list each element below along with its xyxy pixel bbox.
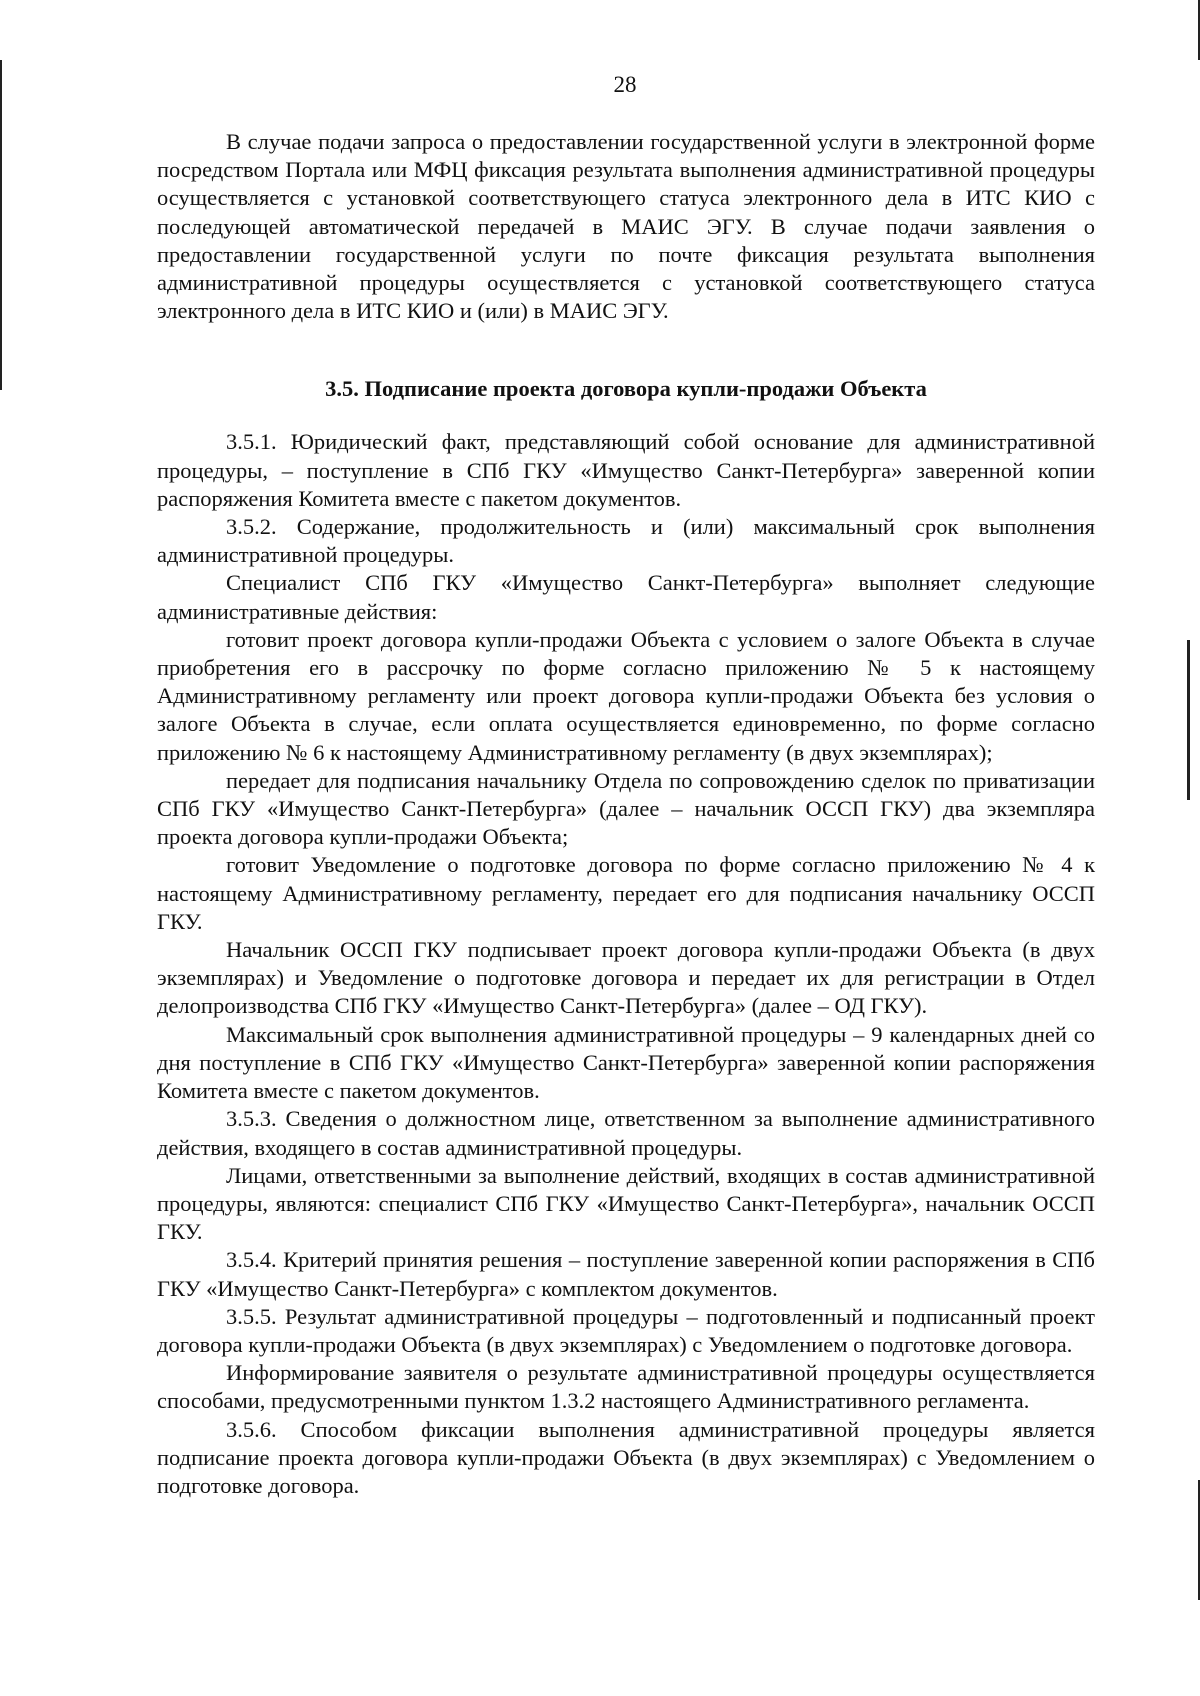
paragraph-intro: В случае подачи запроса о предоставлении государственной услуги в электронной форме посредством Портала или МФЦ фиксация результата выполнения административной процедуры осуществляется с установкой соответствующего статуса электронного дела в ИТС КИО с последующей автоматической передачей в МАИС ЭГУ. В случае подачи заявления о предоставлении государственной услуги по почте фиксация результата выполнения административной процедуры осуществляется с установкой соответствующего статуса электронного дела в ИТС КИО и (или) в МАИС ЭГУ. [157, 129, 1095, 324]
paragraph-transfers-for-signing: передает для подписания начальнику Отдела по сопровождению сделок по приватизации СПб ГКУ «Имущество Санкт-Петербурга» (далее – начальник ОССП ГКУ) два экземпляра проекта договора купли-продажи Объекта; [157, 767, 1095, 850]
paragraph-3-5-1: 3.5.1. Юридический факт, представляющий собой основание для административной процедуры, – поступление в СПб ГКУ «Имущество Санкт-Петербурга» заверенной копии распоряжения Комитета вместе с пакетом документов. [157, 429, 1095, 511]
paragraph-max-term: Максимальный срок выполнения административной процедуры – 9 календарных дней со дня поступление в СПб ГКУ «Имущество Санкт-Петербурга» заверенной копии распоряжения Комитета вместе с пакетом документов. [157, 1021, 1095, 1104]
paragraph-3-5-2: 3.5.2. Содержание, продолжительность и (или) максимальный срок выполнения административной процедуры. [157, 514, 1095, 568]
scan-edge-left [0, 60, 2, 390]
document-body [157, 128, 1095, 1500]
paragraph-informing: Информирование заявителя о результате административной процедуры осуществляется способами, предусмотренными пунктом 1.3.2 настоящего Административного регламента. [157, 1360, 1095, 1414]
paragraph-responsible-persons: Лицами, ответственными за выполнение действий, входящих в состав административной процедуры, являются: специалист СПб ГКУ «Имущество Санкт-Петербурга», начальник ОССП ГКУ. [157, 1162, 1095, 1245]
paragraph-prepares-notice: готовит Уведомление о подготовке договора по форме согласно приложению № 4 к настоящему Административному регламенту, передает его для подписания начальнику ОССП ГКУ. [157, 852, 1095, 934]
scan-edge-right-middle [1187, 640, 1190, 800]
paragraph-specialist-actions: Специалист СПб ГКУ «Имущество Санкт-Петербурга» выполняет следующие административные действия: [157, 570, 1095, 624]
page-number: 28 [613, 72, 637, 97]
paragraph-3-5-6: 3.5.6. Способом фиксации выполнения административной процедуры является подписание проекта договора купли-продажи Объекта (в двух экземплярах) с Уведомлением о подготовке договора. [157, 1416, 1095, 1498]
paragraph-prepares-contract: готовит проект договора купли-продажи Объекта с условием о залоге Объекта в случае приобретения его в рассрочку по форме согласно приложению № 5 к настоящему Административному регламенту или проект договора купли-продажи Объекта без условия о залоге Объекта в случае, если оплата осуществляется единовременно, по форме согласно приложению № 6 к настоящему Административному регламенту (в двух экземплярах); [157, 626, 1095, 765]
paragraph-3-5-3: 3.5.3. Сведения о должностном лице, ответственном за выполнение административного действия, входящего в состав административной процедуры. [157, 1106, 1095, 1160]
paragraph-head-signs: Начальник ОССП ГКУ подписывает проект договора купли-продажи Объекта (в двух экземплярах) и Уведомление о подготовке договора и передает их для регистрации в Отдел делопроизводства СПб ГКУ «Имущество Санкт-Петербурга» (далее – ОД ГКУ). [157, 937, 1095, 1019]
paragraph-3-5-4: 3.5.4. Критерий принятия решения – поступление заверенной копии распоряжения в СПб ГКУ «Имущество Санкт-Петербурга» с комплектом документов. [157, 1247, 1095, 1301]
paragraph-3-5-5: 3.5.5. Результат административной процедуры – подготовленный и подписанный проект договора купли-продажи Объекта (в двух экземплярах) с Уведомлением о подготовке договора. [157, 1303, 1095, 1357]
section-heading: 3.5. Подписание проекта договора купли-продажи Объекта [325, 376, 927, 402]
